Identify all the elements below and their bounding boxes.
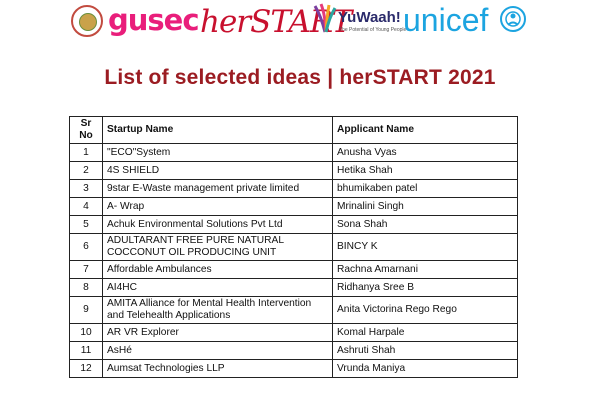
applicant-cell: Ridhanya Sree B xyxy=(333,279,518,297)
applicant-cell: Komal Harpale xyxy=(333,324,518,342)
page-title: List of selected ideas | herSTART 2021 xyxy=(104,66,496,89)
applicant-cell: Vrunda Maniya xyxy=(333,360,518,378)
gusec-logo: gusec xyxy=(108,3,199,37)
startup-cell: "ECO"System xyxy=(103,144,333,162)
table-row xyxy=(70,180,518,198)
startup-cell: Achuk Environmental Solutions Pvt Ltd xyxy=(103,216,333,234)
unicef-emblem-icon xyxy=(499,5,527,33)
applicant-cell: Mrinalini Singh xyxy=(333,198,518,216)
table-header-row xyxy=(70,117,518,144)
startup-cell: A- Wrap xyxy=(103,198,333,216)
university-seal-icon xyxy=(71,5,103,37)
yuwaah-logo: YuWaah! xyxy=(338,9,401,26)
table-row xyxy=(70,360,518,378)
startup-cell: Aumsat Technologies LLP xyxy=(103,360,333,378)
sr-cell: 1 xyxy=(70,144,103,162)
applicant-cell: BINCY K xyxy=(333,234,518,261)
table-row xyxy=(70,144,518,162)
applicant-cell: Anusha Vyas xyxy=(333,144,518,162)
table-row xyxy=(70,342,518,360)
sr-cell: 4 xyxy=(70,198,103,216)
applicant-cell: Rachna Amarnani xyxy=(333,261,518,279)
header-sr-no: Sr No xyxy=(70,117,103,144)
selected-ideas-table xyxy=(69,116,518,378)
applicant-cell: Sona Shah xyxy=(333,216,518,234)
sr-cell: 10 xyxy=(70,324,103,342)
table-row xyxy=(70,198,518,216)
startup-cell: ADULTARANT FREE PURE NATURAL COCCONUT OIL PRODUCING UNIT xyxy=(103,234,333,261)
startup-cell: AsHé xyxy=(103,342,333,360)
herstart-logo: herSTART xyxy=(200,4,352,40)
startup-cell: 4S SHIELD xyxy=(103,162,333,180)
startup-cell: 9star E-Waste management private limited xyxy=(103,180,333,198)
applicant-cell: Ashruti Shah xyxy=(333,342,518,360)
table-row xyxy=(70,234,518,261)
sr-cell: 8 xyxy=(70,279,103,297)
applicant-cell: Anita Victorina Rego Rego xyxy=(333,297,518,324)
header-startup-name: Startup Name xyxy=(103,117,333,144)
sr-cell: 12 xyxy=(70,360,103,378)
startup-cell: AI4HC xyxy=(103,279,333,297)
startup-cell: AMITA Alliance for Mental Health Intervention and Telehealth Applications xyxy=(103,297,333,324)
table-row xyxy=(70,279,518,297)
sr-cell: 11 xyxy=(70,342,103,360)
startup-cell: Affordable Ambulances xyxy=(103,261,333,279)
applicant-cell: Hetika Shah xyxy=(333,162,518,180)
table-row xyxy=(70,261,518,279)
table-row xyxy=(70,216,518,234)
applicant-cell: bhumikaben patel xyxy=(333,180,518,198)
table-row xyxy=(70,324,518,342)
yuwaah-tagline: The Potential of Young People xyxy=(339,27,407,33)
sr-cell: 3 xyxy=(70,180,103,198)
header-applicant-name: Applicant Name xyxy=(333,117,518,144)
table-row xyxy=(70,297,518,324)
startup-cell: AR VR Explorer xyxy=(103,324,333,342)
unicef-logo: unicef xyxy=(403,2,489,38)
logo-banner xyxy=(0,0,600,46)
sr-cell: 7 xyxy=(70,261,103,279)
table-row xyxy=(70,162,518,180)
sr-cell: 5 xyxy=(70,216,103,234)
sr-cell: 9 xyxy=(70,297,103,324)
sr-cell: 2 xyxy=(70,162,103,180)
sr-cell: 6 xyxy=(70,234,103,261)
yuwaah-mark-icon xyxy=(313,2,337,36)
